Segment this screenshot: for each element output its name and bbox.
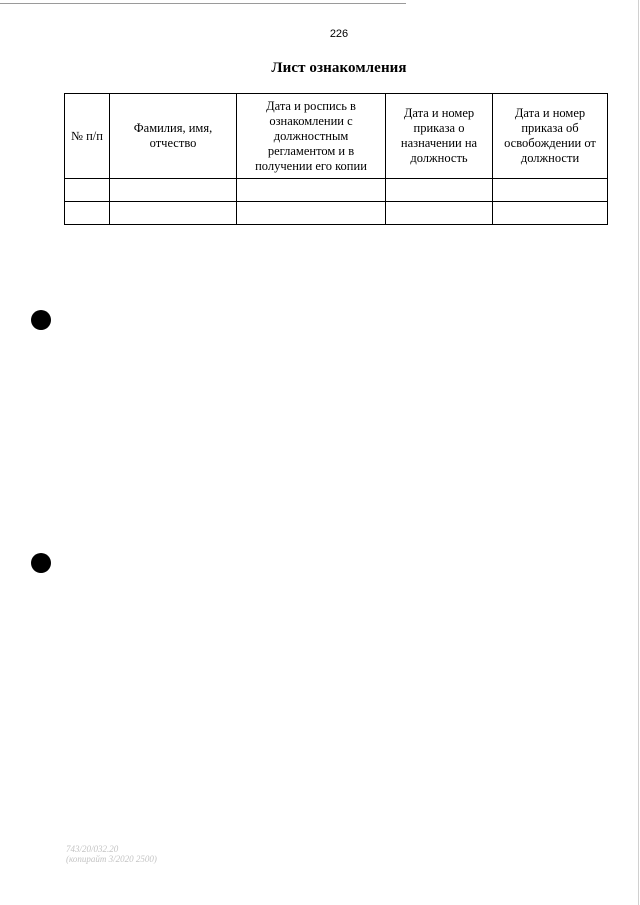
- binder-hole-icon: [31, 310, 51, 330]
- table-row: [65, 179, 608, 202]
- table-cell: [493, 179, 608, 202]
- scan-edge-right: [638, 0, 639, 905]
- footer-stamp-line: 743/20/032.20: [66, 844, 119, 854]
- header-cell-number: № п/п: [65, 94, 110, 179]
- acknowledgement-table: [64, 93, 608, 225]
- header-cell-signature-date: Дата и роспись в ознакомлении с должностным регламентом и в получении его копии: [237, 94, 386, 179]
- table-cell: [237, 179, 386, 202]
- table-cell: [386, 202, 493, 225]
- table-cell: [237, 202, 386, 225]
- table-cell: [493, 202, 608, 225]
- table-cell: [65, 202, 110, 225]
- header-cell-appointment-order: Дата и номер приказа о назначении на должность: [386, 94, 493, 179]
- binder-hole-icon: [31, 553, 51, 573]
- header-cell-full-name: Фамилия, имя, отчество: [110, 94, 237, 179]
- table-row: [65, 202, 608, 225]
- page-title: Лист ознакомления: [271, 60, 407, 76]
- table-cell: [110, 202, 237, 225]
- table-cell: [65, 179, 110, 202]
- table-cell: [110, 179, 237, 202]
- table-cell: [386, 179, 493, 202]
- scan-edge-top: [0, 3, 406, 4]
- page-number: 226: [329, 28, 349, 40]
- header-cell-dismissal-order: Дата и номер приказа об освобождении от должности: [493, 94, 608, 179]
- footer-stamp: [66, 844, 157, 864]
- table-header-row: [65, 94, 608, 179]
- footer-stamp-line: (копирайт 3/2020 2500): [66, 854, 157, 864]
